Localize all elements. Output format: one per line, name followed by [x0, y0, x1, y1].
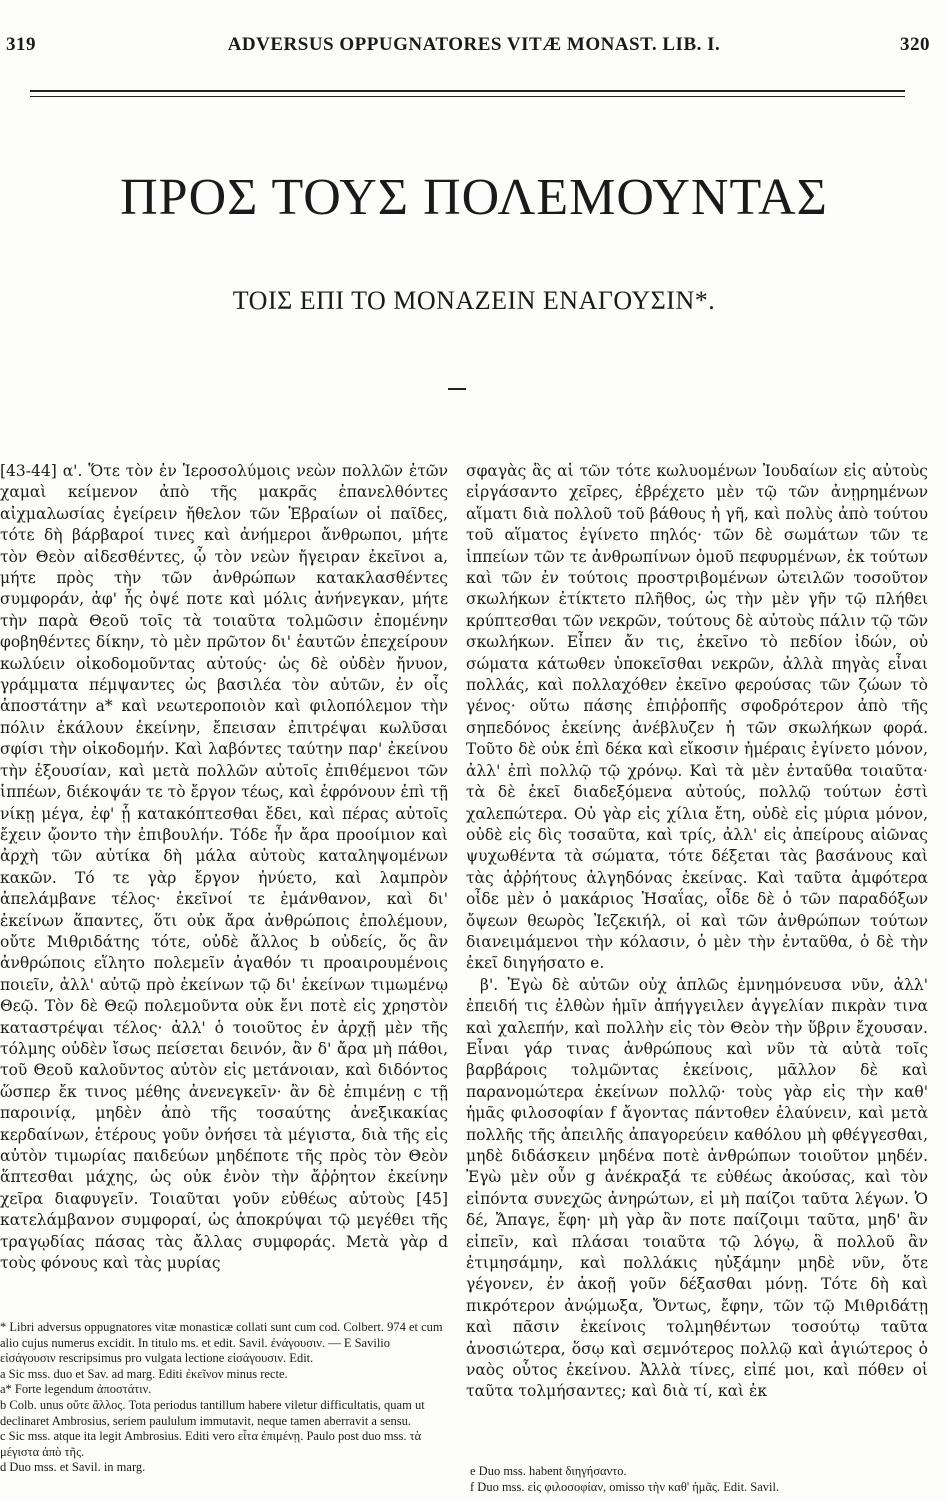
footnote: f Duo mss. εἰς φιλοσοφίαν, omisso τὴν καθ' ἡμᾶς. Edit. Savil.: [470, 1479, 780, 1494]
running-title: ADVERSUS OPPUGNATORES VITÆ MONAST. LIB. I.: [227, 34, 721, 55]
page-number-left: 319: [6, 34, 36, 55]
running-header: [0, 30, 948, 60]
footnote: a Sic mss. duo et Sav. ad marg. Editi ἐκεῖνον minus recte.: [0, 1366, 288, 1381]
body-paragraph: β'. Ἐγὼ δὲ αὐτῶν οὐχ ἁπλῶς ἐμνημόνευσα νῦν, ἀλλ' ἐπειδή τις ἐλθὼν ἡμῖν ἀπήγγειλεν ἀγγελίαν πικρὰν τινα καὶ χαλεπήν, καὶ πολλὴν εἰς τὸν Θεὸν τὴν ὕβριν ἔχουσαν. Εἶναι γάρ τινας ἀνθρώπους καὶ νῦν τὰ αὐτὰ τοῖς βαρβάροις τολμῶντας ἐκείνοις, μᾶλλον δὲ καὶ παρανομώτερα ἐκείνων πολλῷ· τοὺς γὰρ εἰς τὴν καθ' ἡμᾶς φιλοσοφίαν f ἄγοντας πάντοθεν ἐλαύνειν, καὶ μετὰ πολλῆς τῆς ἀπειλῆς ἀπαγορεύειν καθόλου μὴ φθέγγεσθαι, μηδὲ διδάσκειν μηδένα ποτὲ ἀνθρώπων τοιοῦτον μηδέν. Ἐγὼ μὲν οὖν g ἀνέκραξά τε εὐθέως ἀκούσας, καὶ τὸν εἰπόντα συνεχῶς ἀνηρώτων, εἰ μὴ παίζοι ταῦτα λέγων. Ὁ δέ, Ἄπαγε, ἔφη· μὴ γὰρ ἂν ποτε παίζοιμι ταῦτα, μηδ' ἂν εἰπεῖν, καὶ πλάσαι τοιαῦτα τῷ λόγῳ, ἃ πολλοῦ ἂν ἐτιμησάμην, καὶ πολλάκις ηὐξάμην μηδὲ νῦν, ὅτε γέγονεν, ἐν ἀκοῇ γοῦν δέξασθαι μόνῃ. Τότε δὴ καὶ πικρότερον ἀνῴμωξα, Ὄντως, ἔφην, τῶν τῷ Μιθριδάτῃ καὶ πᾶσιν ἐκείνοις τολμηθέντων τοσούτῳ ταῦτα ἀνοσιώτερα, ὅσῳ καὶ σεμνότερος πολλῷ καὶ ἁγιώτερος ὁ ναὸς οὗτος ἐκείνου. Ἀλλὰ τίνες, εἰπέ μοι, καὶ πόθεν οἱ ταῦτα τολμήσαντες; καὶ διὰ τί, καὶ ἐκ: [466, 975, 928, 1401]
footnotes-left: [0, 1320, 448, 1501]
header-rule: [30, 90, 905, 97]
left-column: [0, 461, 448, 1311]
page-number-right: 320: [900, 34, 930, 55]
footnotes-right: [470, 1464, 940, 1501]
footnote: d Duo mss. et Savil. in marg.: [0, 1460, 146, 1475]
footnote: b Colb. unus οὔτε ἄλλος. Tota periodus tantillum habere viletur difficultatis, quam ut declinaret Ambrosius, seriem paululum immutavit, neque tamen aberravit a sensu.: [0, 1397, 425, 1428]
footnote: a* Forte legendum ἀποστάτιν.: [0, 1382, 152, 1397]
section-divider: [448, 388, 466, 390]
right-column: [466, 461, 928, 1461]
body-paragraph: [43-44] α'. Ὅτε τὸν ἐν Ἱεροσολύμοις νεὼν πολλῶν ἐτῶν χαμαὶ κείμενον ἀπὸ τῆς μακρᾶς ἐπανελθόντες αἰχμαλωσίας ἐγείρειν ἤθελον τῶν Ἑβραίων οἱ παῖδες, τότε δὴ βάρβαροί τινες καὶ ἀνήμεροι ἄνθρωποι, μήτε τὸν Θεὸν αἰδεσθέντες, ᾧ τὸν νεὼν ἤγειραν ἐκεῖνοι a, μήτε πρὸς τὴν τῶν ἀνθρώπων κατακλασθέντες συμφοράν, ἀφ' ἧς ὀψέ ποτε καὶ μόλις ἀνήνεγκαν, μήτε τὴν παρὰ Θεοῦ τοῖς τὰ τοιαῦτα τολμῶσιν ἑπομένην φοβηθέντες δίκην, τὸ μὲν πρῶτον δι' ἑαυτῶν ἐπεχείρουν κωλύειν οἰκοδομοῦντας αὐτούς· ὡς δὲ οὐδὲν ἤνυον, γράμματα πέμψαντες ὡς βασιλέα τὸν αὐτῶν, ἐν οἷς ἀποστάτην a* καὶ νεωτεροποιὸν καὶ φιλοπόλεμον τὴν πόλιν ἐκάλουν ἐκείνην, ἔπεισαν ἐπιτρέψαι κωλῦσαι σφίσι τὴν οἰκοδομήν. Καὶ λαβόντες ταύτην παρ' ἐκείνου τὴν ἐξουσίαν, καὶ μετὰ πολλῶν αὐτοῖς ἐπιθέμενοι τῶν ἱππέων, διέκοψάν τε τὸ ἔργον τέως, καὶ ἐφρόνουν ἐπὶ τῇ νίκῃ μέγα, ἐφ' ᾗ κατακόπτεσθαι ἔδει, καὶ πέρας αὐτοῖς ἔχειν ᾤοντο τὴν ἐπιβουλήν. Τόδε ἦν ἄρα προοίμιον καὶ ἀρχὴ τῶν αὐτίκα δὴ μάλα αὐτοὺς καταληψομένων κακῶν. Τό τε γὰρ ἔργον ἠνύετο, καὶ λαμπρὸν ἀπελάμβανε τέλος· ἐκεῖνοί τε ἐμάνθανον, καὶ δι' ἐκείνων ἅπαντες, ὅτι οὐκ ἄρα ἀνθρώποις ἐπολέμουν, οὔτε Μιθριδάτης τότε, οὐδὲ ἄλλος b οὐδείς, ὅς ἂν ἀνθρώποις εἵλητο πολεμεῖν ἀγαθόν τι προαιρουμένοις ποιεῖν, ἀλλ' αὐτῷ πρὸ ἐκείνων τῷ δι' ἐκείνων τιμωμένῳ Θεῷ. Τὸν δὲ Θεῷ πολεμοῦντα οὐκ ἔνι ποτὲ εἰς χρηστὸν καταστρέψαι τέλος· ἀλλ' ὁ τοιοῦτος ἐν ἀρχῇ μὲν τῆς τόλμης οὐδὲν ἴσως πείσεται δεινόν, ἂν δ' ἄρα μὴ πάθοι, τοῦ Θεοῦ καλοῦντος αὐτὸν εἰς μετάνοιαν, καὶ διδόντος ὥσπερ ἔκ τινος μέθης ἀνενεγκεῖν· ἂν δὲ ἐπιμένῃ c τῇ παροινίᾳ, μηδὲν ἀπὸ τῆς τοσαύτης ἀνεξικακίας κερδαίνων, ἑτέρους γοῦν ὀνήσει τὰ μέγιστα, διὰ τῆς εἰς αὐτὸν τιμωρίας παιδεύων μηδέποτε τῆς πρὸς τὸν Θεὸν ἅπτεσθαι μάχης, ὡς οὐκ ἐνὸν τὴν ἄῤῥητον ἐκείνην χεῖρα διαφυγεῖν. Τοιαῦται γοῦν εὐθέως αὐτοὺς [45] κατελάμβανον συμφοραί, ὡς ἀποκρύψαι τῷ μεγέθει τῆς τραγῳδίας πάσας τὰς ἄλλας συμφοράς. Μετὰ γὰρ d τοὺς φόνους καὶ τὰς μυρίας: [0, 462, 448, 1273]
work-subtitle: ΤΟΙΣ ΕΠΙ ΤΟ ΜΟΝΑΖΕΙΝ ΕΝΑΓΟΥΣΙΝ*.: [232, 286, 716, 315]
footnote: e Duo mss. habent διηγήσαντο.: [470, 1464, 627, 1478]
footnote: c Sic mss. atque ita legit Ambrosius. Editi vero εἶτα ἐπιμένῃ. Paulo post duo mss. τὰ μέγιστα ἀπὸ τῆς.: [0, 1429, 422, 1459]
footnote: * Libri adversus oppugnatores vitæ monasticæ collati sunt cum cod. Colbert. 974 et cum alio cujus numerus excidit. In titulo ms. et edit. Savil. ἐνάγουσιν. — E Savilio εἰσάγουσιν rescripsimus pro vulgata lectione εἰσάγουσιν. Edit.: [0, 1320, 443, 1366]
work-title: ΠΡΟΣ ΤΟΥΣ ΠΟΛΕΜΟΥΝΤΑΣ: [120, 169, 828, 226]
body-paragraph: σφαγὰς ἃς αἱ τῶν τότε κωλυομένων Ἰουδαίων εἰς αὐτοὺς εἰργάσαντο χεῖρες, ἐβρέχετο μὲν τῷ τῶν ἀνῃρημένων αἵματι διὰ πολλοῦ τοῦ βάθους ἡ γῆ, καὶ πολὺς ἀπὸ τούτου τοῦ αἵματος ἐγίνετο πηλός· τῶν δὲ σωμάτων τῶν τε ἱππείων τῶν τε ἀνθρωπίνων ὁμοῦ πεφυρμένων, ἐκ τούτων καὶ τῶν ἐν τούτοις προστριβομένων ὠτειλῶν τοσοῦτον σκωλήκων ἐτίκτετο πλῆθος, ὡς τὴν μὲν γῆν τῷ πλήθει κρύπτεσθαι τῶν νεκρῶν, τούτους δὲ αὐτοὺς πάλιν τῷ τῶν σκωλήκων. Εἶπεν ἄν τις, ἐκεῖνο τὸ πεδίον ἰδών, οὐ σώματα κάτωθεν ὑποκεῖσθαι νεκρῶν, ἀλλὰ πηγὰς εἶναι πολλάς, καὶ πολλαχόθεν ἐκεῖνο φερούσας τῶν ζώων τὸ γένος· οὕτω πάσης ἐπιῤῥοπῆς σφοδρότερον ἀπὸ τῆς σηπεδόνος ἐκείνης ἀνέβλυζεν ἡ τῶν σκωλήκων φορά. Τοῦτο δὲ οὐκ ἐπὶ δέκα καὶ εἴκοσιν ἡμέραις ἐγίνετο μόνον, ἀλλ' ἐπὶ πολλῷ τῷ χρόνῳ. Καὶ τὰ μὲν ἐνταῦθα τοιαῦτα· τὰ δὲ ἐκεῖ διαδεξόμενα αὐτούς, πολλῷ τούτων ἐστὶ χαλεπώτερα. Οὐ γὰρ εἰς χίλια ἔτη, οὐδὲ εἰς μύρια μόνον, οὐδὲ εἰς δὶς τοσαῦτα, καὶ τρίς, ἀλλ' εἰς ἀπείρους αἰῶνας ψυχωθέντα τὰ σώματα, τότε δέξεται τὰς βασάνους καὶ τὰς ἀῤῥήτους ἀλγηδόνας ἐκείνας. Καὶ ταῦτα ἀμφότερα οἶδε μὲν ὁ μακάριος Ἠσαΐας, οἶδε δὲ ὁ τῶν παραδόξων ὄψεων θεωρὸς Ἰεζεκιήλ, οἱ καὶ τῶν ἀνθρώπων τούτων διανειμάμενοι τὴν κόλασιν, ὁ μὲν τὴν ἐνταῦθα, ὁ δὲ τὴν ἐκεῖ διηγήσατο e.: [466, 462, 928, 973]
